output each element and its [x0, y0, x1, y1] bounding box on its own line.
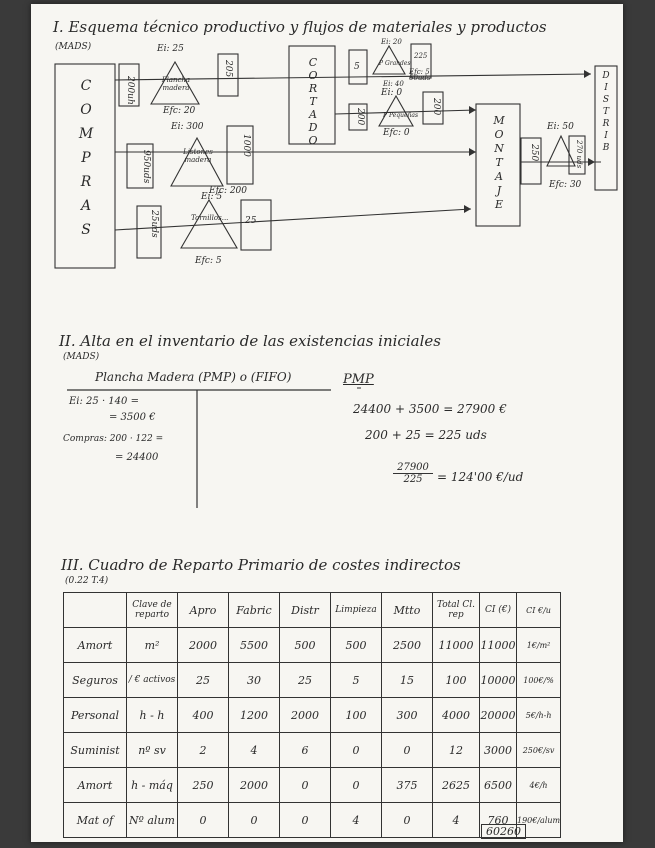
- row-label: Mat of: [64, 803, 127, 838]
- tornillos-out-label: 25: [245, 216, 257, 226]
- section3-title: III. Cuadro de Reparto Primario de costes indirectos: [61, 556, 461, 574]
- table-cell: 11000: [433, 628, 480, 663]
- table-cell: 1€/m²: [517, 628, 561, 663]
- listones-out-label: 1000: [241, 134, 251, 157]
- table-cell: 100€/%: [517, 663, 561, 698]
- section3-subtitle: (0.22 T.4): [65, 576, 109, 586]
- final-efc: Efc: 30: [549, 180, 582, 190]
- pmp-label: PMP: [343, 372, 374, 387]
- corte-p1-out2: 60uds: [409, 74, 431, 82]
- top-small-1: Ei: 20: [381, 38, 402, 46]
- t-account-header: Plancha Madera (PMP) o (FIFO): [95, 370, 292, 384]
- table-cell: 20000: [480, 698, 517, 733]
- header-cell: Mtto: [382, 593, 433, 628]
- table-cell: 1200: [229, 698, 280, 733]
- header-cell: Apro: [178, 593, 229, 628]
- table-cell: 2000: [178, 628, 229, 663]
- plancha-in-label: 200uh: [125, 76, 135, 105]
- top-small-2: Efc: 5: [409, 68, 430, 76]
- table-cell: 250€/sv: [517, 733, 561, 768]
- cost-distribution-table: [63, 592, 561, 838]
- header-cell: Limpieza: [331, 593, 382, 628]
- row-label: Seguros: [64, 663, 127, 698]
- table-cell: 0: [280, 803, 331, 838]
- table-cell: 2500: [382, 628, 433, 663]
- table-cell: 6500: [480, 768, 517, 803]
- t-line4: = 24400: [115, 452, 159, 463]
- paper-sheet: [31, 4, 623, 842]
- corte-p2-out-label: 200: [431, 98, 441, 116]
- table-cell: 12: [433, 733, 480, 768]
- corte-p2-label: P Pequeñas: [383, 112, 419, 119]
- table-cell: 0: [382, 803, 433, 838]
- table-cell: 500: [280, 628, 331, 663]
- row-label: Personal: [64, 698, 127, 733]
- table-cell: h - h: [127, 698, 178, 733]
- listones-ei: Ei: 300: [171, 122, 204, 132]
- distrib-label: D I S T R I B: [602, 71, 610, 153]
- table-row: [64, 733, 561, 768]
- header-cell: Fabric: [229, 593, 280, 628]
- table-row: [64, 628, 561, 663]
- t-line3: Compras: 200 · 122 =: [63, 434, 164, 444]
- pmp-fraction: [393, 462, 433, 485]
- listones-label: Listones madera: [183, 148, 213, 164]
- tornillos-in-label: 25uds: [149, 210, 159, 238]
- table-cell: 4000: [433, 698, 480, 733]
- table-cell: 11000: [480, 628, 517, 663]
- pmp-result: = 124'00 €/ud: [437, 470, 524, 484]
- header-cell: Clave de reparto: [127, 593, 178, 628]
- section2-title: II. Alta en el inventario de las existencias iniciales: [59, 332, 441, 350]
- table-cell: 30: [229, 663, 280, 698]
- final-out-label: 270 uds: [575, 140, 583, 169]
- tornillos-efc: Efc: 5: [195, 256, 222, 266]
- tornillos-label: Tornillos...: [191, 214, 229, 222]
- section2-subtitle: (MADS): [63, 352, 100, 362]
- corte-p2-triangle: [379, 96, 413, 126]
- plancha-out-label: 205: [223, 60, 233, 78]
- table-cell: 250: [178, 768, 229, 803]
- table-cell: 25: [280, 663, 331, 698]
- table-cell: 0: [331, 733, 382, 768]
- table-cell: 4€/h: [517, 768, 561, 803]
- table-cell: 6: [280, 733, 331, 768]
- table-cell: 4: [433, 803, 480, 838]
- table-cell: Nº alum: [127, 803, 178, 838]
- header-cell: CI €/u: [517, 593, 561, 628]
- table-cell: 5500: [229, 628, 280, 663]
- section1-title: I. Esquema técnico productivo y flujos de materiales y productos: [53, 18, 547, 36]
- corte-out1-label: 5: [354, 62, 360, 72]
- table-cell: 2625: [433, 768, 480, 803]
- corte-p1-ei: Ei: 40: [383, 80, 404, 88]
- pmp-line2: 200 + 25 = 225 uds: [365, 428, 487, 442]
- pmp-numerator: 27900: [393, 462, 433, 474]
- pmp-denominator: 225: [403, 474, 423, 485]
- table-cell: / € activos: [127, 663, 178, 698]
- table-cell: 0: [331, 768, 382, 803]
- table-cell: 4: [331, 803, 382, 838]
- row-label: Amort: [64, 628, 127, 663]
- table-cell: 190€/alum: [517, 803, 561, 838]
- table-cell: nº sv: [127, 733, 178, 768]
- table-cell: 0: [178, 803, 229, 838]
- table-cell: 25: [178, 663, 229, 698]
- table-cell: 300: [382, 698, 433, 733]
- t-line2: = 3500 €: [109, 412, 156, 423]
- table-cell: 3000: [480, 733, 517, 768]
- plancha-efc: Efc: 20: [163, 106, 196, 116]
- table-cell: 5€/h-h: [517, 698, 561, 733]
- table-cell: 2000: [280, 698, 331, 733]
- t-line1: Ei: 25 · 140 =: [69, 396, 139, 407]
- table-cell: 400: [178, 698, 229, 733]
- plancha-ei: Ei: 25: [157, 44, 184, 54]
- header-cell: Total Cl. rep: [433, 593, 480, 628]
- table-row: [64, 663, 561, 698]
- cortado-label: C O R T A D O: [308, 56, 318, 147]
- tornillos-ei: Ei: 5: [201, 192, 223, 202]
- corte-out2-label: 200: [355, 108, 365, 126]
- corte-p1-out: 225: [414, 52, 428, 60]
- final-ei: Ei: 50: [547, 122, 574, 132]
- row-label: Amort: [64, 768, 127, 803]
- table-row: [64, 698, 561, 733]
- listones-efc: Efc: 200: [209, 186, 248, 196]
- header-cell: CI (€): [480, 593, 517, 628]
- table-cell: 4: [229, 733, 280, 768]
- montaje-out-label: 250: [529, 144, 539, 162]
- compras-label: C O M P R A S: [78, 78, 94, 238]
- montaje-label: M O N T A J E: [493, 114, 505, 211]
- table-cell: 375: [382, 768, 433, 803]
- table-cell: 2000: [229, 768, 280, 803]
- table-header-row: [64, 593, 561, 628]
- table-cell: 760: [480, 803, 517, 838]
- table-row: [64, 768, 561, 803]
- table-corner: [64, 593, 127, 628]
- corte-p2-ei: Ei: 0: [381, 88, 403, 98]
- pmp-line1: 24400 + 3500 = 27900 €: [353, 402, 507, 416]
- table-cell: 100: [331, 698, 382, 733]
- table-cell: 10000: [480, 663, 517, 698]
- table-cell: 100: [433, 663, 480, 698]
- plancha-label: Plancha madera: [161, 76, 191, 92]
- listones-in-label: 950uds: [141, 150, 151, 184]
- header-cell: Distr: [280, 593, 331, 628]
- grand-total: 60260: [481, 824, 526, 839]
- table-cell: 0: [382, 733, 433, 768]
- production-flow-diagram: [31, 34, 623, 304]
- section1-subtitle: (MADS): [55, 42, 92, 52]
- table-cell: h - máq: [127, 768, 178, 803]
- table-cell: 2: [178, 733, 229, 768]
- table-cell: 15: [382, 663, 433, 698]
- table-cell: 0: [229, 803, 280, 838]
- corte-p1-label: P Grandes: [379, 60, 411, 67]
- table-cell: 5: [331, 663, 382, 698]
- row-label: Suminist: [64, 733, 127, 768]
- table-cell: 0: [280, 768, 331, 803]
- corte-p2-efc: Efc: 0: [383, 128, 410, 138]
- table-cell: 500: [331, 628, 382, 663]
- table-cell: m²: [127, 628, 178, 663]
